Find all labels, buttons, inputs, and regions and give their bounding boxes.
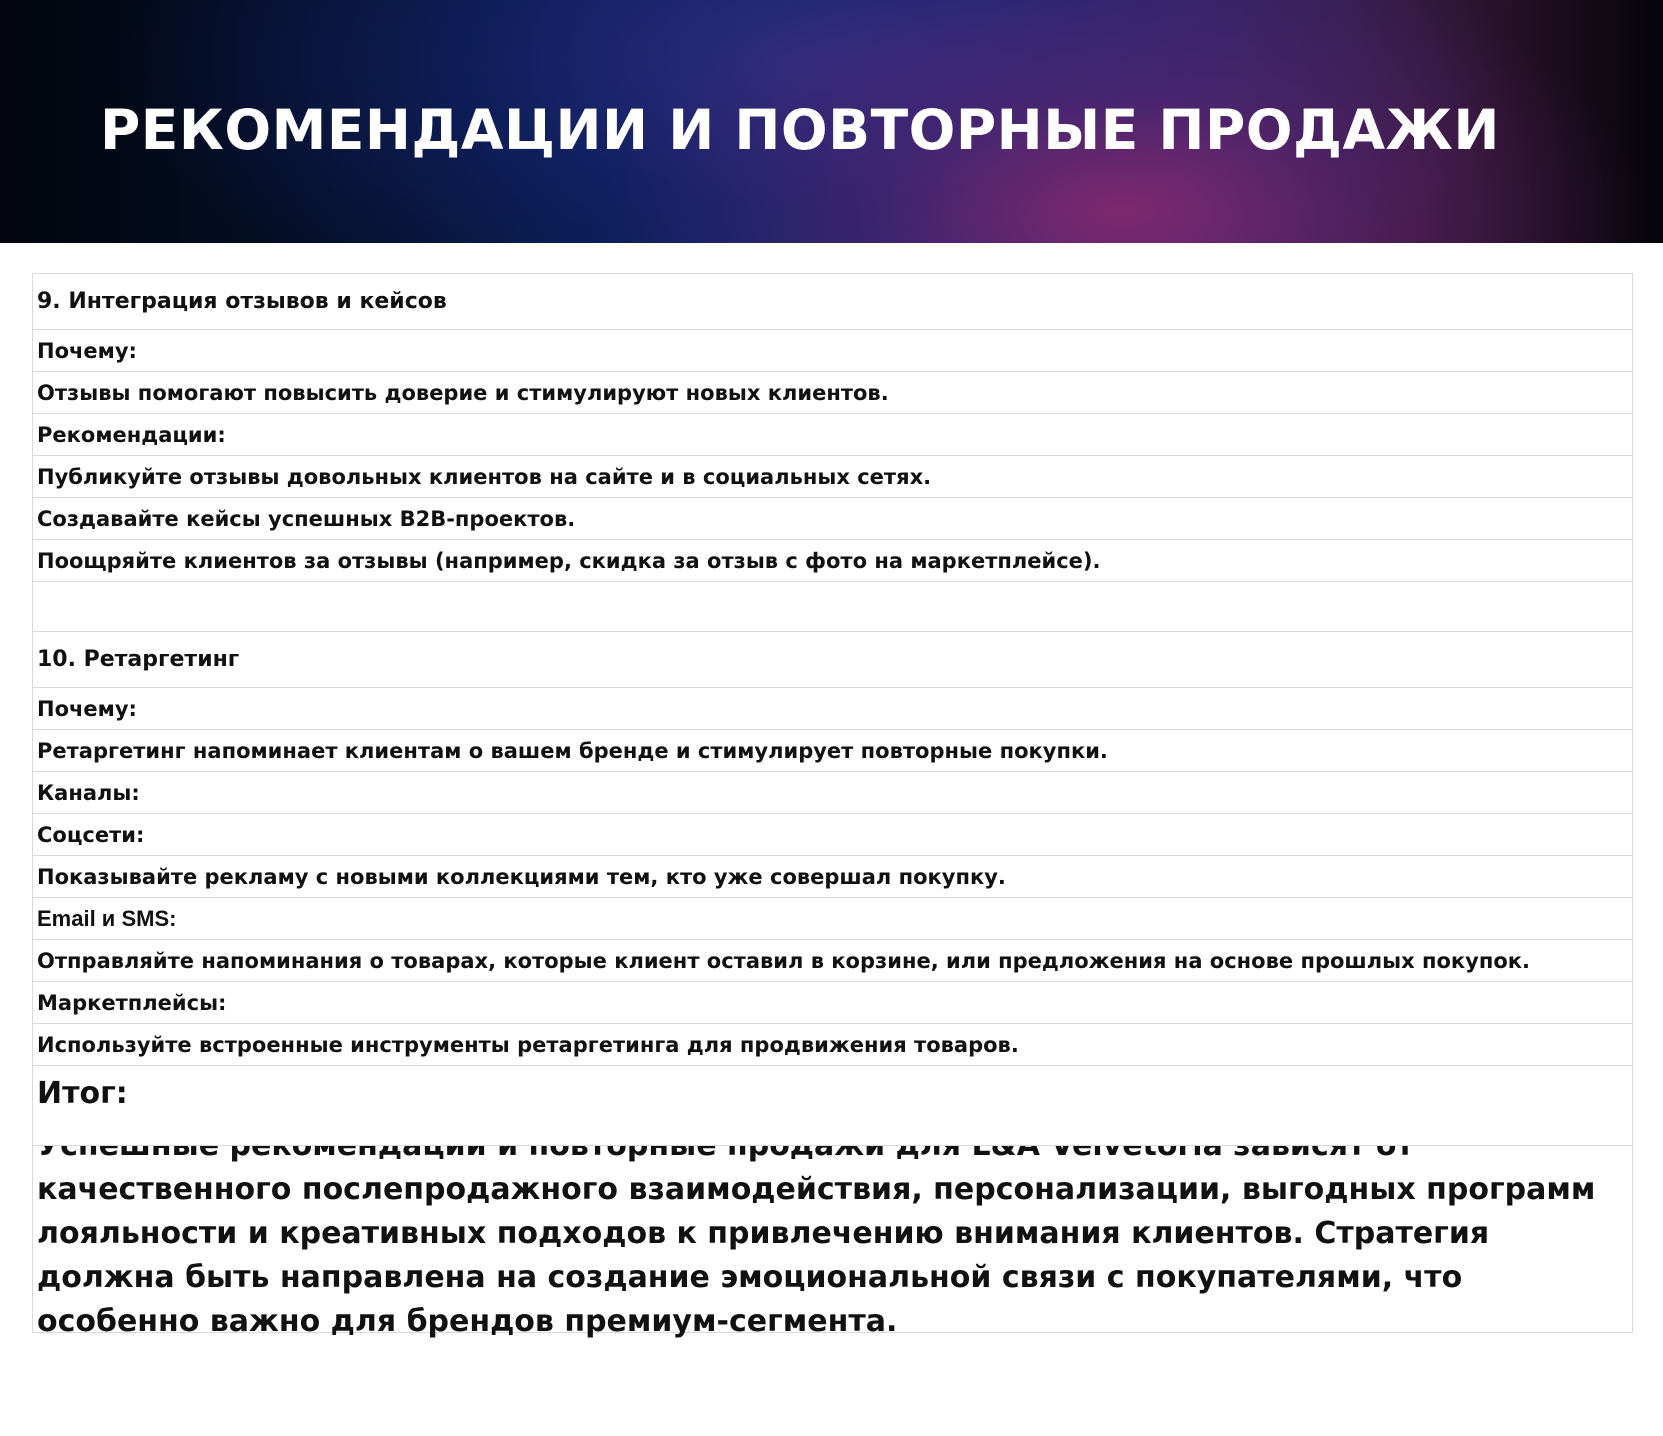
section-9-rec-item: Публикуйте отзывы довольных клиентов на сайте и в социальных сетях.	[33, 456, 1632, 498]
page-title: РЕКОМЕНДАЦИИ И ПОВТОРНЫЕ ПРОДАЖИ	[100, 98, 1500, 162]
section-10-email-text: Отправляйте напоминания о товарах, которые клиент оставил в корзине, или предложения на основе прошлых покупок.	[33, 940, 1632, 982]
section-9-rec-item: Создавайте кейсы успешных B2B-проектов.	[33, 498, 1632, 540]
section-10-why-text: Ретаргетинг напоминает клиентам о вашем бренде и стимулирует повторные покупки.	[33, 730, 1632, 772]
summary-text: качественного послепродажного взаимодействия, персонализации, выгодных программ лояльности и креативных подходов к привлечению внимания клиентов. Стратегия должна быть направлена на создание эмоциональной связи с покупателями, что особенно важно для брендов премиум-сегмента.	[37, 1172, 1596, 1339]
section-10-marketplaces-label: Маркетплейсы:	[33, 982, 1632, 1024]
section-10-email-label: Email и SMS:	[33, 898, 1632, 940]
section-9-recs-label: Рекомендации:	[33, 414, 1632, 456]
section-10-social-label: Соцсети:	[33, 814, 1632, 856]
content-table	[32, 273, 1633, 1339]
section-10-marketplaces-text: Используйте встроенные инструменты ретаргетинга для продвижения товаров.	[33, 1024, 1632, 1066]
page-header	[0, 0, 1663, 243]
section-9-why-text: Отзывы помогают повысить доверие и стимулируют новых клиентов.	[33, 372, 1632, 414]
spacer-row	[33, 582, 1632, 632]
section-10-title: 10. Ретаргетинг	[33, 632, 1632, 688]
summary-title: Итог:	[33, 1066, 1632, 1146]
section-9-rec-item: Поощряйте клиентов за отзывы (например, скидка за отзыв с фото на маркетплейсе).	[33, 540, 1632, 582]
section-9-title: 9. Интеграция отзывов и кейсов	[33, 274, 1632, 330]
section-9-why-label: Почему:	[33, 330, 1632, 372]
section-10-social-text: Показывайте рекламу с новыми коллекциями тем, кто уже совершал покупку.	[33, 856, 1632, 898]
section-10-channels-label: Каналы:	[33, 772, 1632, 814]
section-10-why-label: Почему:	[33, 688, 1632, 730]
